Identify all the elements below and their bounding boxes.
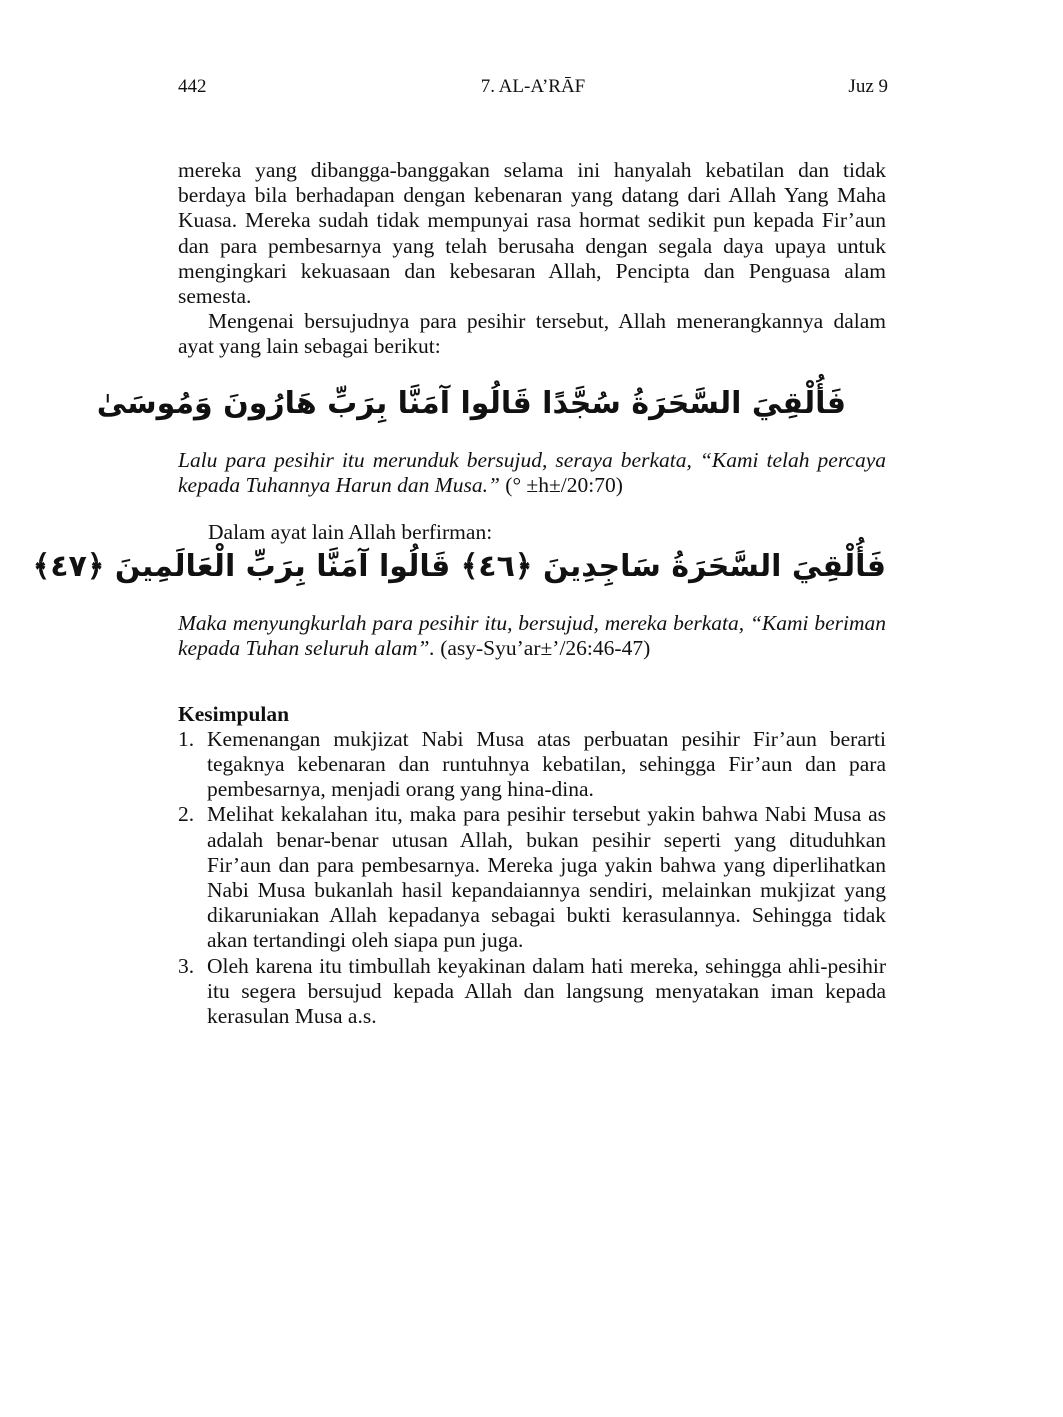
conclusion-heading: Kesimpulan [178, 701, 290, 726]
verse-1-translation-block [178, 448, 886, 498]
paragraph-2: Mengenai bersujudnya para pesihir tersebut, Allah menerangkannya dalam ayat yang lain sebagai berikut: [178, 309, 886, 359]
arabic-verse-2: فَأُلْقِيَ السَّحَرَةُ سَاجِدِينَ ﴿٤٦﴾ قَالُوا آمَنَّا بِرَبِّ الْعَالَمِينَ ﴿٤٧﴾ [32, 549, 886, 585]
paragraph-1: mereka yang dibangga-banggakan selama ini hanyalah kebatilan dan tidak berdaya bila berhadapan dengan kebenaran yang datang dari Allah Yang Maha Kuasa. Mereka sudah tidak mempunyai rasa hormat sedikit pun kepada Fir’aun dan para pembesarnya yang telah berusaha dengan segala daya upaya untuk mengingkari kekuasaan dan kebesaran Allah, Pencipta dan Penguasa alam semesta. [178, 158, 886, 309]
spacer [178, 662, 886, 702]
verse-2-reference: (asy-Syu’ar±’/26:46-47) [434, 636, 651, 661]
verse-2-translation: Maka menyungkurlah para pesihir itu, bersujud, mereka berkata, “Kami beriman kepada Tuhan seluruh alam”. [178, 611, 886, 661]
list-item-number: 1. [178, 726, 195, 751]
running-header [178, 76, 888, 102]
list-item [178, 727, 886, 803]
list-item-text: Kemenangan mukjizat Nabi Musa atas perbuatan pesihir Fir’aun berarti tegaknya kebenaran dan runtuhnya kebatilan, sehingga Fir’aun dan para pembesarnya, menjadi orang yang hina-dina. [207, 726, 886, 802]
verse-1-reference: (° ±h±/20:70) [499, 472, 623, 497]
verse-1-translation: Lalu para pesihir itu merunduk bersujud, seraya berkata, “Kami telah percaya kepada Tuhannya Harun dan Musa.” [178, 447, 886, 497]
list-item-number: 2. [178, 802, 195, 827]
chapter-title: 7. AL-A’RĀF [480, 76, 586, 97]
list-item-text: Oleh karena itu timbullah keyakinan dalam hati mereka, sehingga ahli-pesihir itu segera bersujud kepada Allah dan langsung menyatakan iman kepada kerasulan Musa a.s. [207, 953, 886, 1029]
arabic-verse-1: فَأُلْقِيَ السَّحَرَةُ سُجَّدًا قَالُوا آمَنَّا بِرَبِّ هَارُونَ وَمُوسَىٰ [96, 385, 846, 421]
verse-2-translation-block [178, 611, 886, 661]
list-item [178, 802, 886, 953]
list-item-text: Melihat kekalahan itu, maka para pesihir tersebut yakin bahwa Nabi Musa as adalah benar-benar utusan Allah, bukan pesihir seperti yang dituduhkan Fir’aun dan para pembesarnya. Mereka juga yakin bahwa yang diperlihatkan Nabi Musa bukanlah hasil kepandaiannya sendiri, melainkan mukjizat yang dikaruniakan Allah kepadanya sebagai bukti kerasulannya. Sehingga tidak akan tertandingi oleh siapa pun juga. [207, 802, 886, 953]
page-body [32, 158, 886, 1029]
spacer [178, 498, 886, 520]
juz-label: Juz 9 [848, 76, 888, 97]
list-item-number: 3. [178, 953, 195, 978]
list-item [178, 954, 886, 1030]
conclusion-list [178, 727, 886, 1029]
page-number: 442 [178, 76, 207, 97]
paragraph-3: Dalam ayat lain Allah berfirman: [208, 520, 493, 545]
